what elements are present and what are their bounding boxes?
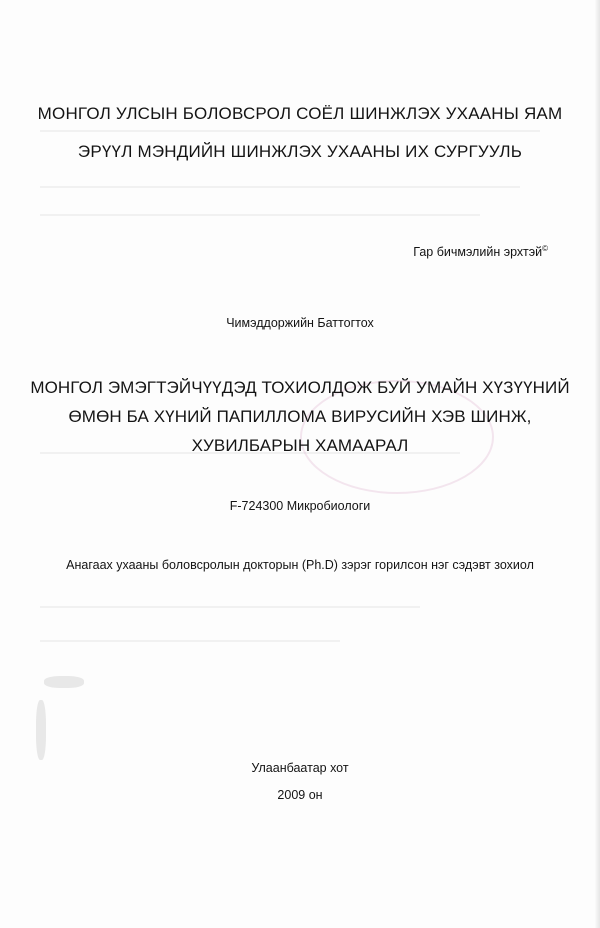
scan-artifact bbox=[40, 130, 540, 132]
scan-artifact bbox=[40, 214, 480, 216]
thesis-title-line-2: ӨМӨН БА ХҮНИЙ ПАПИЛЛОМА ВИРУСИЙН ХЭВ ШИНЖ, bbox=[68, 407, 532, 426]
city-name: Улаанбаатар хот bbox=[251, 761, 349, 775]
degree-statement: Анагаах ухааны боловсролын докторын (Ph.D) зэрэг горилсон нэг сэдэвт зохиол bbox=[66, 558, 534, 572]
scan-artifact bbox=[40, 640, 340, 642]
specialty-code: F-724300 Микробиологи bbox=[229, 499, 371, 513]
scan-artifact bbox=[40, 186, 520, 188]
thesis-title-line-1: МОНГОЛ ЭМЭГТЭЙЧҮҮДЭД ТОХИОЛДОЖ БУЙ УМАЙН ХҮЗҮҮНИЙ bbox=[30, 378, 570, 397]
publication-year: 2009 он bbox=[277, 788, 323, 802]
scan-smudge bbox=[36, 700, 46, 760]
thesis-title-line-3: ХУВИЛБАРЫН ХАМААРАЛ bbox=[191, 436, 409, 455]
thesis-title bbox=[20, 373, 580, 460]
ministry-heading: МОНГОЛ УЛСЫН БОЛОВСРОЛ СОЁЛ ШИНЖЛЭХ УХААНЫ ЯАМ bbox=[37, 104, 563, 123]
author-name: Чимэддоржийн Баттогтох bbox=[226, 316, 374, 330]
scan-smudge bbox=[44, 676, 84, 688]
copyright-text: Гар бичмэлийн эрхтэй bbox=[413, 245, 543, 260]
copyright-notice bbox=[413, 244, 548, 259]
page-edge-shadow bbox=[594, 0, 600, 928]
copyright-symbol: © bbox=[542, 244, 548, 253]
scan-artifact bbox=[40, 606, 420, 608]
university-heading: ЭРҮҮЛ МЭНДИЙН ШИНЖЛЭХ УХААНЫ ИХ СУРГУУЛЬ bbox=[77, 142, 523, 161]
